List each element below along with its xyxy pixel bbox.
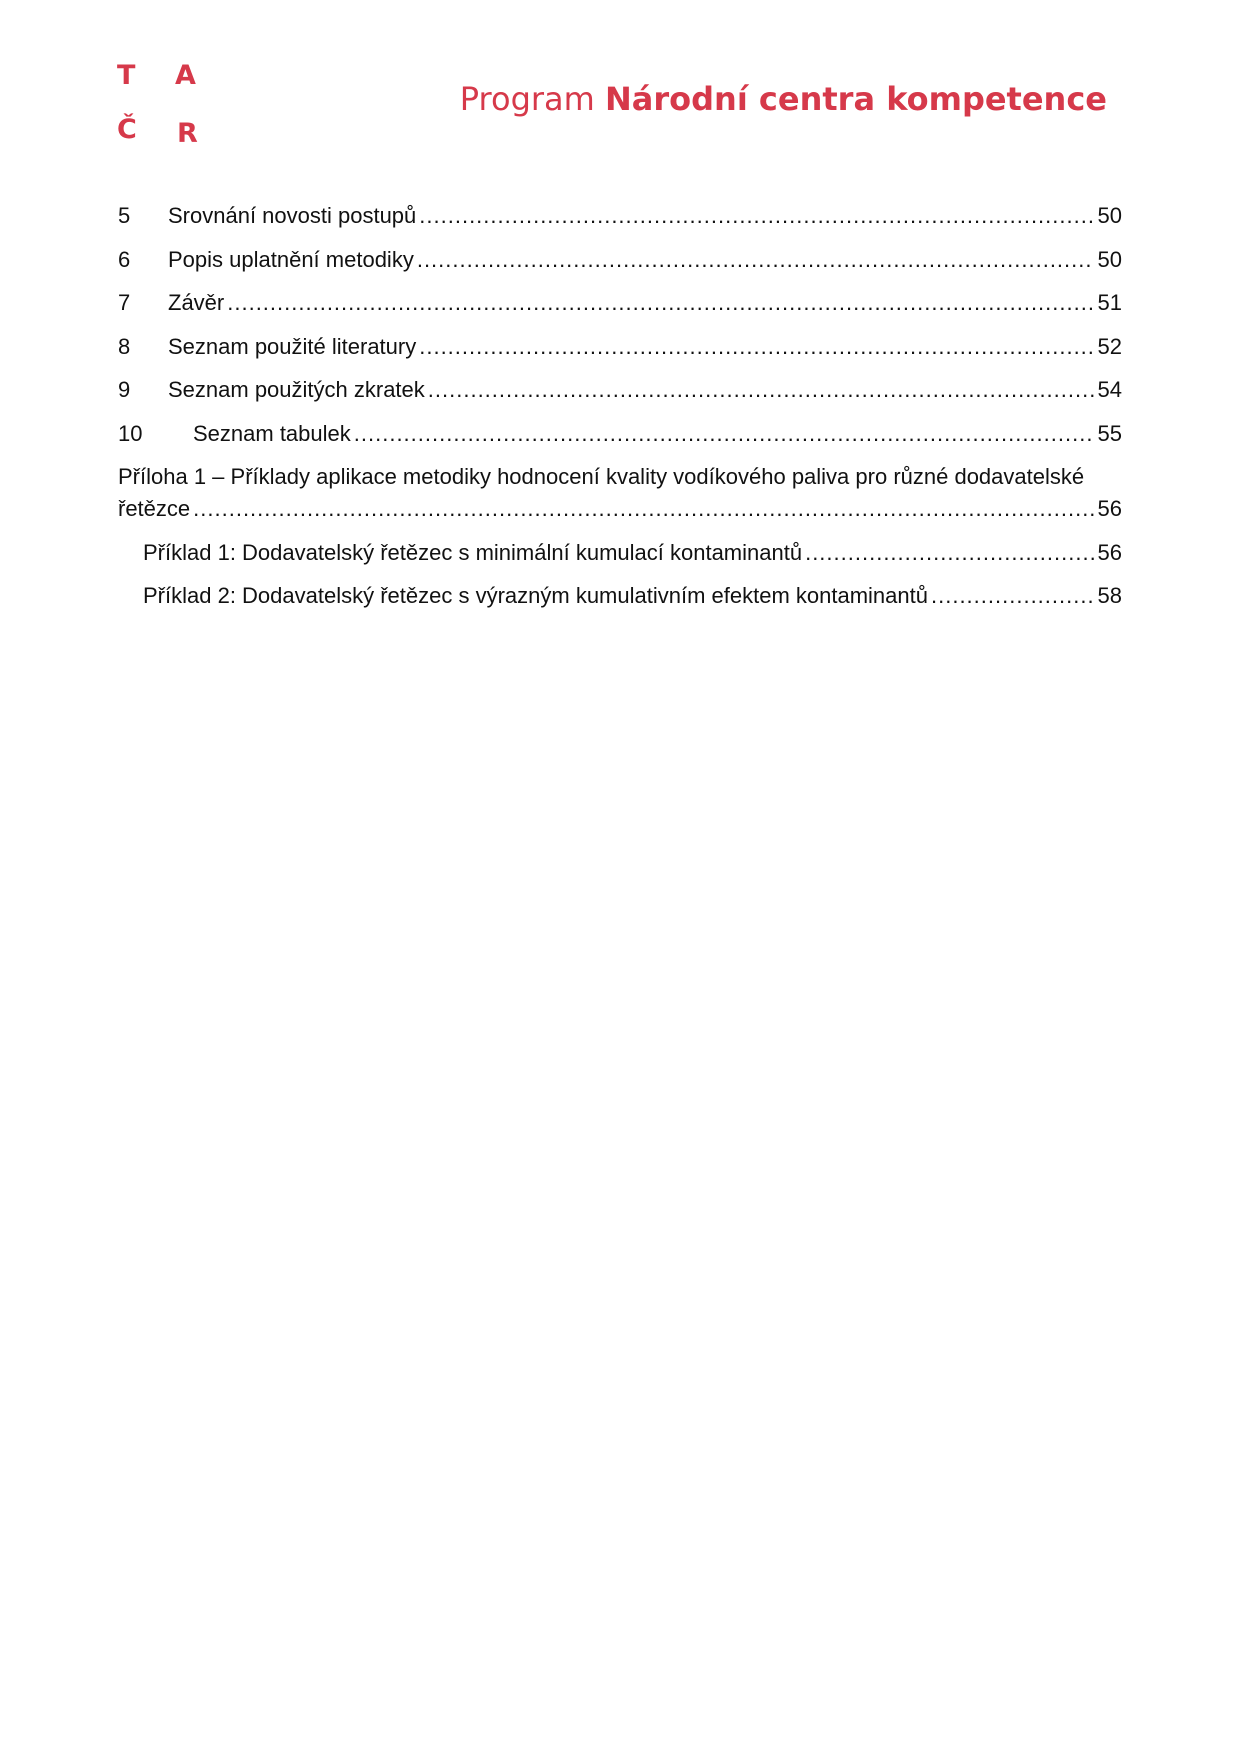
toc-entry-page: 55 (1097, 420, 1122, 446)
toc-subentry[interactable] (118, 583, 1122, 627)
program-prefix: Program (459, 80, 595, 118)
toc-subentry-title: Příklad 1: Dodavatelský řetězec s minimální kumulací kontaminantů (143, 539, 803, 565)
toc-leader-dots (805, 540, 1093, 566)
toc-leader-dots (428, 377, 1094, 403)
toc-entry-title: Závěr (168, 290, 225, 315)
toc-entry-title: Seznam použité literatury (168, 333, 417, 359)
toc-leader-dots (193, 496, 1093, 522)
logo-letter-c: Č (117, 114, 137, 145)
toc-entry-page: 50 (1097, 203, 1122, 228)
logo-letter-a: A (175, 60, 196, 91)
toc-appendix-entry[interactable] (118, 464, 1122, 540)
toc-entry-title: Popis uplatnění metodiky (168, 246, 414, 272)
toc-leader-dots (931, 583, 1094, 609)
toc-entry-number: 5 (118, 203, 131, 228)
toc-subentry-title: Příklad 2: Dodavatelský řetězec s výrazným kumulativním efektem kontaminantů (143, 583, 928, 608)
toc-entry-page: 52 (1097, 333, 1122, 359)
toc-entry-number: 8 (118, 333, 131, 359)
toc-entry-page: 54 (1097, 377, 1122, 402)
toc-leader-dots (227, 290, 1093, 316)
toc-leader-dots (419, 203, 1093, 229)
toc-leader-dots (354, 421, 1094, 447)
logo-letter-t: T (117, 60, 136, 91)
toc-entry-title: Seznam použitých zkratek (168, 377, 425, 402)
program-name: Národní centra kompetence (604, 80, 1107, 118)
toc-entry[interactable] (118, 377, 1122, 421)
toc-entry-number: 10 (118, 420, 143, 446)
toc-entry-number: 9 (118, 377, 131, 402)
toc-appendix-page: 56 (1097, 496, 1122, 521)
toc-entry[interactable] (118, 247, 1122, 291)
toc-entry[interactable] (118, 334, 1122, 378)
program-header (460, 80, 1107, 118)
toc-subentry-page: 58 (1097, 583, 1122, 608)
toc-appendix-title-line1: Příloha 1 – Příklady aplikace metodiky hodnocení kvality vodíkového paliva pro různé dodavatelské (118, 464, 1085, 489)
toc-entry-page: 51 (1097, 290, 1122, 315)
toc-appendix-title-line2: řetězce (118, 496, 191, 521)
toc-entry-number: 6 (118, 246, 131, 272)
toc-subentry-page: 56 (1097, 539, 1122, 565)
toc-leader-dots (417, 247, 1094, 273)
toc-entry-number: 7 (118, 290, 131, 315)
logo-letter-r: R (177, 118, 198, 149)
toc-leader-dots (419, 334, 1093, 360)
toc-entry[interactable] (118, 421, 1122, 465)
toc-entry[interactable] (118, 290, 1122, 334)
toc-entry-page: 50 (1097, 246, 1122, 272)
toc-entry[interactable] (118, 203, 1122, 247)
toc-entry-title: Srovnání novosti postupů (168, 203, 417, 228)
table-of-contents (118, 203, 1122, 627)
toc-subentry[interactable] (118, 540, 1122, 584)
toc-entry-title: Seznam tabulek (193, 420, 351, 446)
